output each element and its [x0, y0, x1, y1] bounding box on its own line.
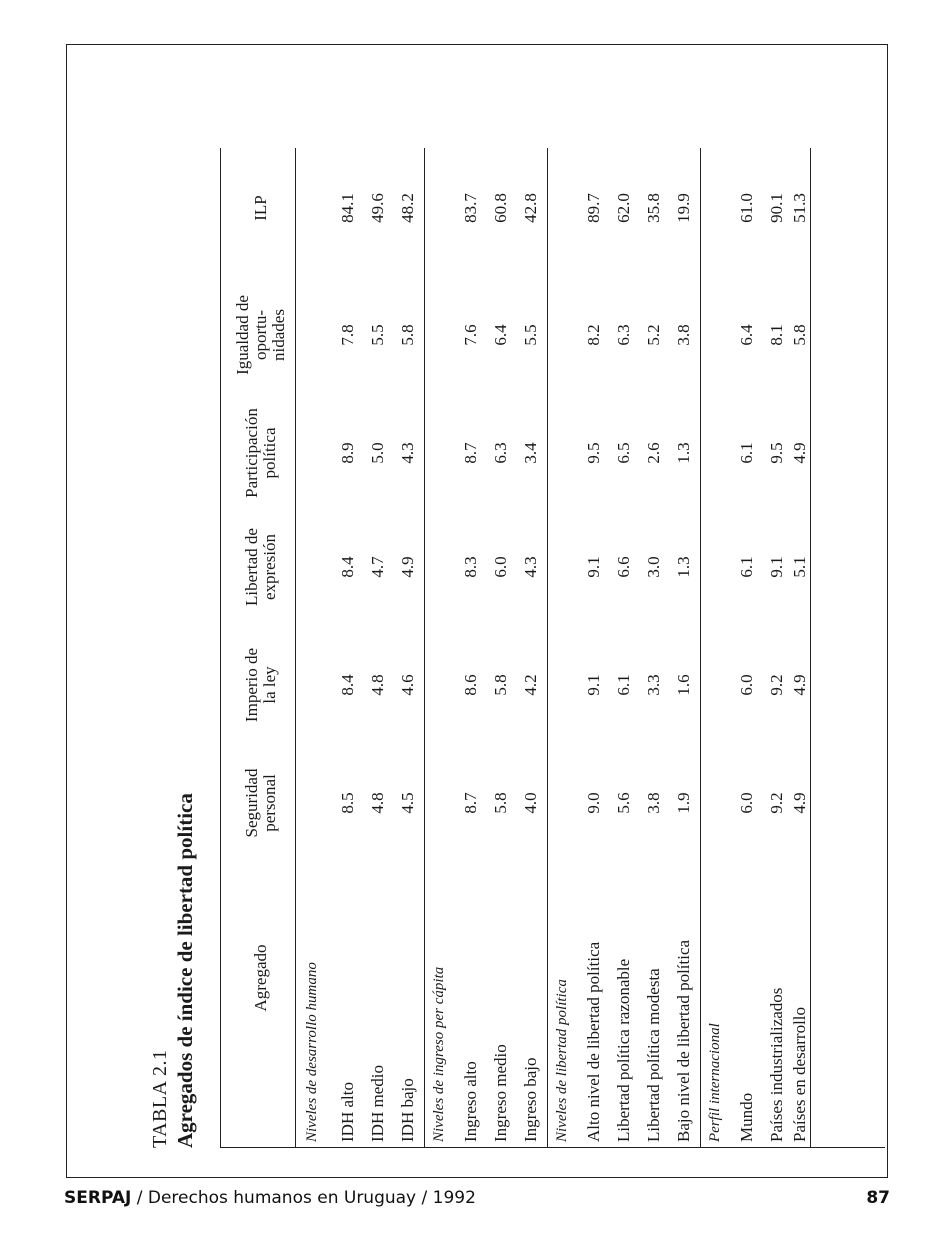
cell-value: 5.8 [491, 674, 510, 696]
cell-value: 6.3 [491, 442, 510, 464]
page-number: 87 [866, 1188, 890, 1208]
header-seguridad: Seguridad personal [242, 768, 279, 838]
row-label: IDH medio [368, 1065, 387, 1142]
row-label: Países industrializados [767, 987, 786, 1142]
header-libertad: Libertad de expresión [242, 528, 279, 606]
cell-value: 6.1 [737, 556, 756, 578]
cell-value: 9.1 [584, 556, 603, 578]
cell-value: 8.9 [338, 442, 357, 464]
table-title: Agregados de índice de libertad política [173, 793, 197, 1148]
cell-value: 8.3 [461, 556, 480, 578]
cell-value: 83.7 [461, 193, 480, 223]
cell-value: 9.0 [584, 792, 603, 814]
cell-value: 8.2 [584, 324, 603, 346]
header-agregado: Agregado [251, 944, 270, 1012]
cell-value: 6.0 [737, 674, 756, 696]
cell-value: 62.0 [614, 193, 633, 223]
cell-value: 1.3 [674, 556, 693, 578]
cell-value: 9.2 [767, 674, 786, 696]
cell-value: 3.3 [644, 674, 663, 696]
header-igualdad: Igualdad de oportu- nidades [233, 295, 288, 375]
rotated-table-block [148, 148, 813, 1148]
cell-value: 3.8 [644, 792, 663, 814]
cell-value: 51.3 [790, 193, 809, 223]
cell-value: 48.2 [398, 193, 417, 223]
row-label: Libertad política razonable [614, 958, 633, 1142]
cell-value: 1.6 [674, 674, 693, 696]
cell-value: 4.0 [521, 792, 540, 814]
cell-value: 4.9 [790, 792, 809, 814]
cell-value: 6.1 [737, 442, 756, 464]
cell-value: 3.4 [521, 442, 540, 464]
cell-value: 49.6 [368, 193, 387, 223]
section-title: Niveles de libertad política [554, 979, 570, 1142]
row-label: IDH alto [338, 1082, 357, 1142]
cell-value: 9.5 [584, 442, 603, 464]
cell-value: 9.2 [767, 792, 786, 814]
table-number: TABLA 2.1 [149, 1049, 171, 1148]
cell-value: 6.1 [614, 674, 633, 696]
cell-value: 5.2 [644, 324, 663, 346]
cell-value: 8.5 [338, 792, 357, 814]
cell-value: 8.7 [461, 442, 480, 464]
cell-value: 1.9 [674, 792, 693, 814]
header-rule [295, 148, 296, 1148]
header-ilp: ILP [251, 195, 270, 221]
section-rule [700, 148, 701, 1148]
cell-value: 6.6 [614, 556, 633, 578]
cell-value: 4.7 [368, 556, 387, 578]
cell-value: 6.0 [491, 556, 510, 578]
cell-value: 61.0 [737, 193, 756, 223]
cell-value: 4.8 [368, 792, 387, 814]
cell-value: 5.5 [368, 324, 387, 346]
cell-value: 8.6 [461, 674, 480, 696]
cell-value: 6.5 [614, 442, 633, 464]
cell-value: 60.8 [491, 193, 510, 223]
cell-value: 4.2 [521, 674, 540, 696]
section-title: Perfil internacional [707, 1023, 723, 1142]
table-caption [148, 793, 198, 1148]
cell-value: 6.4 [737, 324, 756, 346]
row-label: Mundo [737, 1092, 756, 1142]
cell-value: 4.6 [398, 674, 417, 696]
cell-value: 5.6 [614, 792, 633, 814]
cell-value: 6.3 [614, 324, 633, 346]
row-label: Ingreso alto [461, 1061, 480, 1142]
cell-value: 35.8 [644, 193, 663, 223]
header-participacion: Participación política [242, 408, 279, 498]
table-top-rule [220, 148, 221, 1148]
section-title: Niveles de desarrollo humano [304, 962, 320, 1142]
section-title: Niveles de ingreso per cápita [431, 966, 447, 1142]
cell-value: 5.8 [491, 792, 510, 814]
section-rule [424, 148, 425, 1148]
cell-value: 5.8 [790, 324, 809, 346]
cell-value: 4.9 [790, 674, 809, 696]
cell-value: 7.6 [461, 324, 480, 346]
row-label: IDH bajo [398, 1078, 417, 1142]
cell-value: 90.1 [767, 193, 786, 223]
cell-value: 19.9 [674, 193, 693, 223]
cell-value: 8.7 [461, 792, 480, 814]
footer-text: / Derechos humanos en Uruguay / 1992 [131, 1188, 476, 1208]
row-label: Países en desarrollo [790, 1006, 809, 1142]
cell-value: 5.5 [521, 324, 540, 346]
cell-value: 9.1 [584, 674, 603, 696]
cell-value: 8.4 [338, 674, 357, 696]
cell-value: 4.3 [521, 556, 540, 578]
cell-value: 84.1 [338, 193, 357, 223]
cell-value: 9.1 [767, 556, 786, 578]
row-label: Libertad política modesta [644, 968, 663, 1142]
cell-value: 4.8 [368, 674, 387, 696]
cell-value: 5.1 [790, 556, 809, 578]
row-label: Alto nivel de libertad política [584, 941, 603, 1142]
row-label: Bajo nivel de libertad política [674, 939, 693, 1142]
cell-value: 4.9 [790, 442, 809, 464]
section-rule [547, 148, 548, 1148]
cell-value: 4.9 [398, 556, 417, 578]
footer-brand: SERPAJ [64, 1188, 132, 1208]
cell-value: 6.0 [737, 792, 756, 814]
cell-value: 5.0 [368, 442, 387, 464]
header-imperio: Imperio de la ley [242, 647, 279, 723]
cell-value: 7.8 [338, 324, 357, 346]
cell-value: 2.6 [644, 442, 663, 464]
cell-value: 6.4 [491, 324, 510, 346]
row-label: Ingreso medio [491, 1044, 510, 1142]
cell-value: 3.0 [644, 556, 663, 578]
col-rule-left [220, 1147, 885, 1148]
cell-value: 5.8 [398, 324, 417, 346]
cell-value: 4.3 [398, 442, 417, 464]
footer-publication [64, 1188, 476, 1208]
cell-value: 8.4 [338, 556, 357, 578]
cell-value: 89.7 [584, 193, 603, 223]
page-footer [64, 1188, 890, 1218]
cell-value: 1.3 [674, 442, 693, 464]
cell-value: 42.8 [521, 193, 540, 223]
cell-value: 8.1 [767, 324, 786, 346]
table-bottom-rule [810, 148, 811, 1148]
cell-value: 9.5 [767, 442, 786, 464]
row-label: Ingreso bajo [521, 1057, 540, 1142]
cell-value: 4.5 [398, 792, 417, 814]
cell-value: 3.8 [674, 324, 693, 346]
